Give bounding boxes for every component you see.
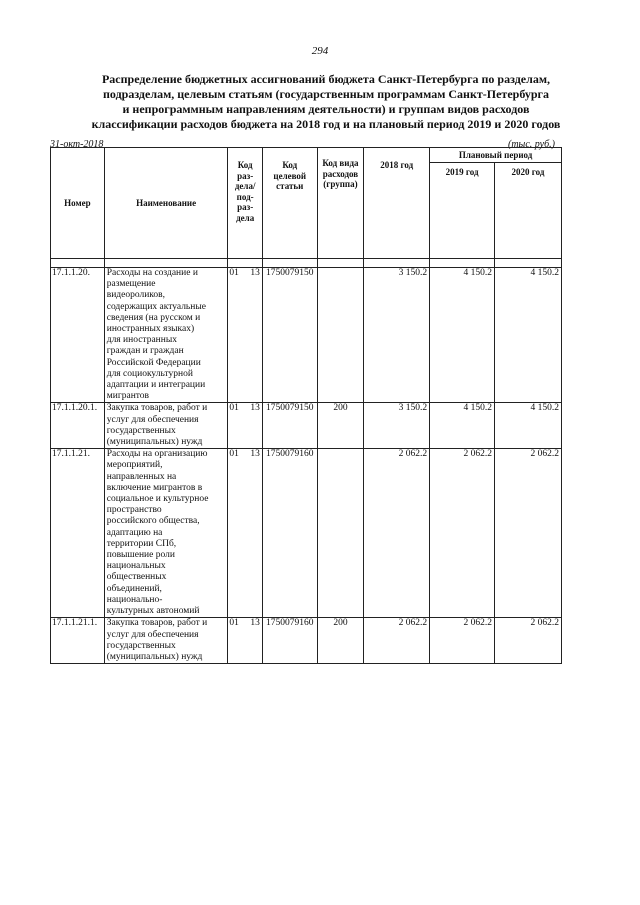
row-2018: 2 062.2 (364, 618, 430, 664)
header-2020: 2020 год (495, 163, 562, 259)
row-article: 1750079150 (262, 268, 317, 403)
row-section (228, 449, 262, 618)
row-name-line: для иностранных (106, 335, 177, 346)
header-article: Код целевой статьи (262, 148, 317, 259)
row-2020: 4 150.2 (495, 403, 562, 449)
row-name-line: для социокультурной (106, 368, 193, 379)
row-name (104, 618, 228, 664)
row-name-line: размещение (106, 279, 156, 290)
row-name-line: услуг для обеспечения (106, 629, 199, 640)
row-article: 1750079150 (262, 403, 317, 449)
row-name-line: услуг для обеспечения (106, 414, 199, 425)
row-2018: 2 062.2 (364, 449, 430, 618)
row-name (104, 268, 228, 403)
row-article: 1750079160 (262, 449, 317, 618)
row-name-line: общественных (106, 572, 167, 583)
row-2018: 3 150.2 (364, 268, 430, 403)
row-name-line: культурных автономий (106, 606, 200, 617)
title-line: и непрограммным направлениям деятельности) и группам видов расходов (122, 102, 530, 116)
row-name-line: адаптацию на (106, 527, 163, 538)
row-name-line: направленных на (106, 471, 177, 482)
row-name-line: социальное и культурное (106, 494, 209, 505)
row-name-line: (муниципальных) нужд (106, 437, 203, 448)
row-name-line: сведения (на русском и (106, 312, 201, 323)
document-title (56, 72, 596, 132)
row-2020: 4 150.2 (495, 268, 562, 403)
row-number: 17.1.1.21. (51, 449, 105, 618)
row-name-line: Закупка товаров, работ и (106, 618, 208, 629)
table-row (51, 449, 562, 618)
row-name-line: граждан и граждан (106, 346, 184, 357)
row-name-line: повышение роли (106, 550, 175, 561)
row-number: 17.1.1.20.1. (51, 403, 105, 449)
row-name-line: Российской Федерации (106, 357, 201, 368)
title-line: подразделам, целевым статьям (государственным программам Санкт-Петербурга (103, 87, 549, 101)
section-code: 01 (229, 618, 239, 629)
row-name-line: территории СПб, (106, 538, 177, 549)
header-section: Код раз- дела/ под- раз- дела (228, 148, 262, 259)
units-label: (тыс. руб.) (508, 139, 555, 150)
row-name-line: национально- (106, 594, 163, 605)
row-expense-type: 200 (317, 618, 364, 664)
subsection-code: 13 (250, 618, 260, 629)
row-name-line: пространство (106, 505, 162, 516)
row-section (228, 403, 262, 449)
row-name-line: государственных (106, 640, 176, 651)
section-code: 01 (229, 449, 239, 460)
subsection-code: 13 (250, 268, 260, 278)
row-2020: 2 062.2 (495, 449, 562, 618)
subsection-code: 13 (250, 449, 260, 460)
row-number: 17.1.1.20. (51, 268, 105, 403)
row-name-line: российского общества, (106, 516, 200, 527)
row-name (104, 403, 228, 449)
row-article: 1750079160 (262, 618, 317, 664)
subsection-code: 13 (250, 403, 260, 414)
row-name-line: Закупка товаров, работ и (106, 403, 208, 414)
row-2020: 2 062.2 (495, 618, 562, 664)
row-name-line: государственных (106, 425, 176, 436)
table-row (51, 618, 562, 664)
spacer-row (51, 259, 562, 268)
row-name-line: видеороликов, (106, 290, 166, 301)
header-planned-period: Плановый период (430, 148, 562, 163)
header-2018: 2018 год (364, 148, 430, 259)
header-expense-type: Код вида расходов (группа) (317, 148, 364, 259)
row-2019: 4 150.2 (430, 403, 495, 449)
row-2019: 4 150.2 (430, 268, 495, 403)
header-name: Наименование (104, 148, 228, 259)
title-line: классификации расходов бюджета на 2018 год и на плановый период 2019 и 2020 годов (91, 117, 561, 131)
row-number: 17.1.1.21.1. (51, 618, 105, 664)
row-name-line: национальных (106, 561, 166, 572)
row-name-line: мероприятий, (106, 460, 163, 471)
table-row (51, 403, 562, 449)
header-number: Номер (51, 148, 105, 259)
page-number: 294 (311, 45, 329, 57)
row-name-line: Расходы на организацию (106, 449, 208, 460)
row-expense-type (317, 268, 364, 403)
row-section (228, 618, 262, 664)
title-line: Распределение бюджетных ассигнований бюджета Санкт-Петербурга по разделам, (101, 72, 551, 86)
row-name-line: Расходы на создание и (106, 268, 198, 278)
table-row (51, 268, 562, 403)
section-code: 01 (229, 268, 239, 278)
row-name-line: включение мигрантов в (106, 482, 203, 493)
document-date: 31-окт-2018 (50, 139, 104, 150)
budget-table (50, 147, 562, 664)
header-2019: 2019 год (430, 163, 495, 259)
row-expense-type (317, 449, 364, 618)
row-name (104, 449, 228, 618)
row-2019: 2 062.2 (430, 618, 495, 664)
row-name-line: иностранных языках) (106, 324, 195, 335)
row-name-line: объединений, (106, 583, 162, 594)
row-name-line: (муниципальных) нужд (106, 651, 203, 662)
row-name-line: мигрантов (106, 391, 150, 402)
row-expense-type: 200 (317, 403, 364, 449)
row-2018: 3 150.2 (364, 403, 430, 449)
table-body (51, 259, 562, 664)
row-2019: 2 062.2 (430, 449, 495, 618)
row-name-line: адаптации и интеграции (106, 380, 206, 391)
row-section (228, 268, 262, 403)
section-code: 01 (229, 403, 239, 414)
row-name-line: содержащих актуальные (106, 301, 206, 312)
